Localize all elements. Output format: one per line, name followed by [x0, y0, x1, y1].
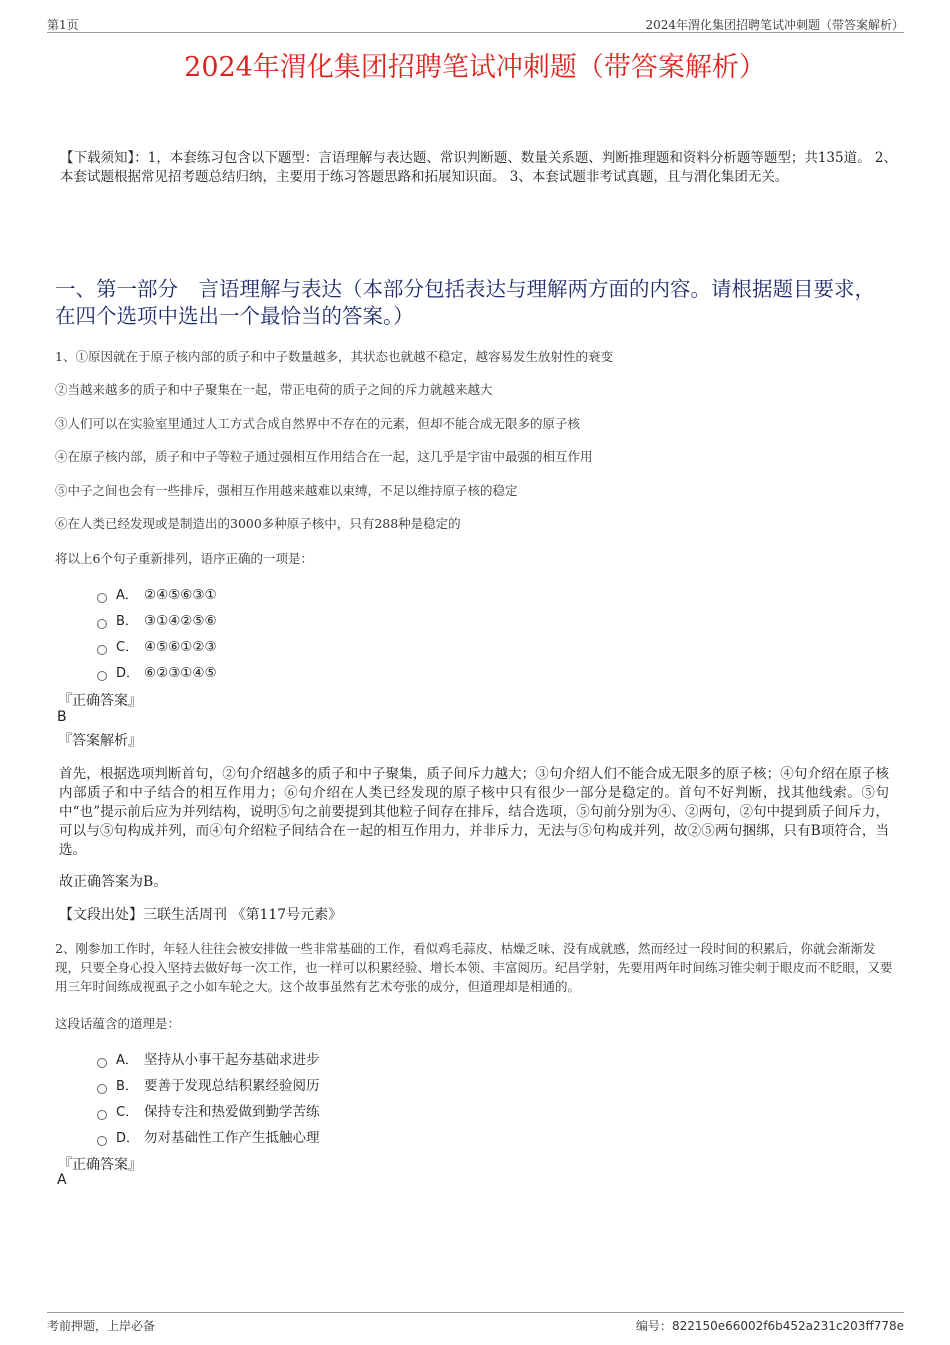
q1-prompt: 将以上6个句子重新排列，语序正确的一项是：	[55, 551, 313, 566]
q1-source: 【文段出处】三联生活周刊 《第117号元素》	[59, 907, 343, 923]
q1-option-b[interactable]: B． ③①④②⑤⑥	[97, 610, 217, 630]
download-notice: 【下载须知】：1，本套练习包含以下题型：言语理解与表达题、常识判断题、数量关系题、判断推理题和资料分析题等题型；共135道。 2、本套试题根据常见招考题总结归纳，主要用于练习答题思路和拓展知识面。 3、本套试题非考试真题，且与渭化集团无关。	[60, 150, 897, 185]
radio-icon[interactable]	[97, 671, 107, 681]
q1-analysis-label: 『答案解析』	[58, 733, 142, 749]
radio-icon[interactable]	[97, 1084, 107, 1094]
q1-sentence-3: ③人们可以在实验室里通过人工方式合成自然界中不存在的元素，但却不能合成无限多的原子核	[55, 416, 581, 431]
q1-sentence-6: ⑥在人类已经发现或是制造出的3000多种原子核中，只有288种是稳定的	[55, 516, 461, 531]
q2-option-a[interactable]: A． 坚持从小事干起夯基础求进步	[97, 1048, 320, 1068]
q2-answer: A	[57, 1172, 67, 1188]
q2-option-c[interactable]: C． 保持专注和热爱做到勤学苦练	[97, 1100, 320, 1120]
footer-slogan: 考前押题，上岸必备	[47, 1319, 156, 1333]
page-number: 第1页	[47, 18, 79, 32]
q1-sentence-5: ⑤中子之间也会有一些排斥，强相互作用越来越难以束缚，不足以维持原子核的稳定	[55, 483, 518, 498]
q1-sentence-1: 1、①原因就在于原子核内部的质子和中子数量越多，其状态也就越不稳定，越容易发生放射性的衰变	[55, 349, 613, 364]
q1-conclusion: 故正确答案为B。	[59, 874, 168, 890]
q2-option-d[interactable]: D． 勿对基础性工作产生抵触心理	[97, 1126, 320, 1146]
q1-answer: B	[57, 709, 67, 725]
q2-option-b[interactable]: B． 要善于发现总结积累经验阅历	[97, 1074, 320, 1094]
page-title: 2024年渭化集团招聘笔试冲刺题（带答案解析）	[184, 52, 766, 83]
q1-option-c[interactable]: C． ④⑤⑥①②③	[97, 636, 217, 656]
q2-prompt: 这段话蕴含的道理是：	[55, 1016, 181, 1031]
section-title: 一、第一部分 言语理解与表达（本部分包括表达与理解两方面的内容。请根据题目要求，在四个选项中选出一个最恰当的答案。）	[55, 277, 875, 328]
q1-analysis: 首先，根据选项判断首句，②句介绍越多的质子和中子聚集，质子间斥力越大；③句介绍人们不能合成无限多的原子核；④句介绍在原子核内部质子和中子结合的相互作用力；⑥句介绍在人类已经发现的原子核中只有很少一部分是稳定的。首句不好判断，找其他线索。⑤句中“也”提示前后应为并列结构，说明⑤句之前要提到其他粒子间存在排斥，结合选项，⑤句前分别为④、②两句，②句中提到质子间斥力，可以与⑤句构成并列，而④句介绍粒子间结合在一起的相互作用力，并非斥力，无法与⑤句构成并列，故②⑤两句捆绑，只有B项符合，当选。	[59, 766, 889, 858]
radio-icon[interactable]	[97, 645, 107, 655]
footer-code: 编号：822150e66002f6b452a231c203ff778e	[635, 1319, 904, 1333]
q2-correct-label: 『正确答案』	[58, 1157, 142, 1173]
q1-correct-label: 『正确答案』	[58, 693, 142, 709]
header-doc-title: 2024年渭化集团招聘笔试冲刺题（带答案解析）	[645, 18, 904, 32]
radio-icon[interactable]	[97, 593, 107, 603]
page-footer	[47, 1312, 904, 1333]
q2-text: 2、刚参加工作时，年轻人往往会被安排做一些非常基础的工作，看似鸡毛蒜皮、枯燥乏味、没有成就感，然而经过一段时间的积累后，你就会渐渐发现，只要全身心投入坚持去做好每一次工作，也一样可以积累经验、增长本领、丰富阅历。纪昌学射，先要用两年时间练习锥尖刺于眼皮而不眨眼，又要用三年时间练成视虱子之小如车轮之大。这个故事虽然有艺术夸张的成分，但道理却是相通的。	[55, 941, 893, 994]
radio-icon[interactable]	[97, 1058, 107, 1068]
q1-sentence-2: ②当越来越多的质子和中子聚集在一起，带正电荷的质子之间的斥力就越来越大	[55, 382, 493, 397]
q1-option-d[interactable]: D． ⑥②③①④⑤	[97, 662, 217, 682]
q1-sentence-4: ④在原子核内部，质子和中子等粒子通过强相互作用结合在一起，这几乎是宇宙中最强的相互作用	[55, 449, 593, 464]
radio-icon[interactable]	[97, 619, 107, 629]
page-header	[47, 14, 904, 33]
radio-icon[interactable]	[97, 1136, 107, 1146]
q1-option-a[interactable]: A． ②④⑤⑥③①	[97, 584, 217, 604]
radio-icon[interactable]	[97, 1110, 107, 1120]
